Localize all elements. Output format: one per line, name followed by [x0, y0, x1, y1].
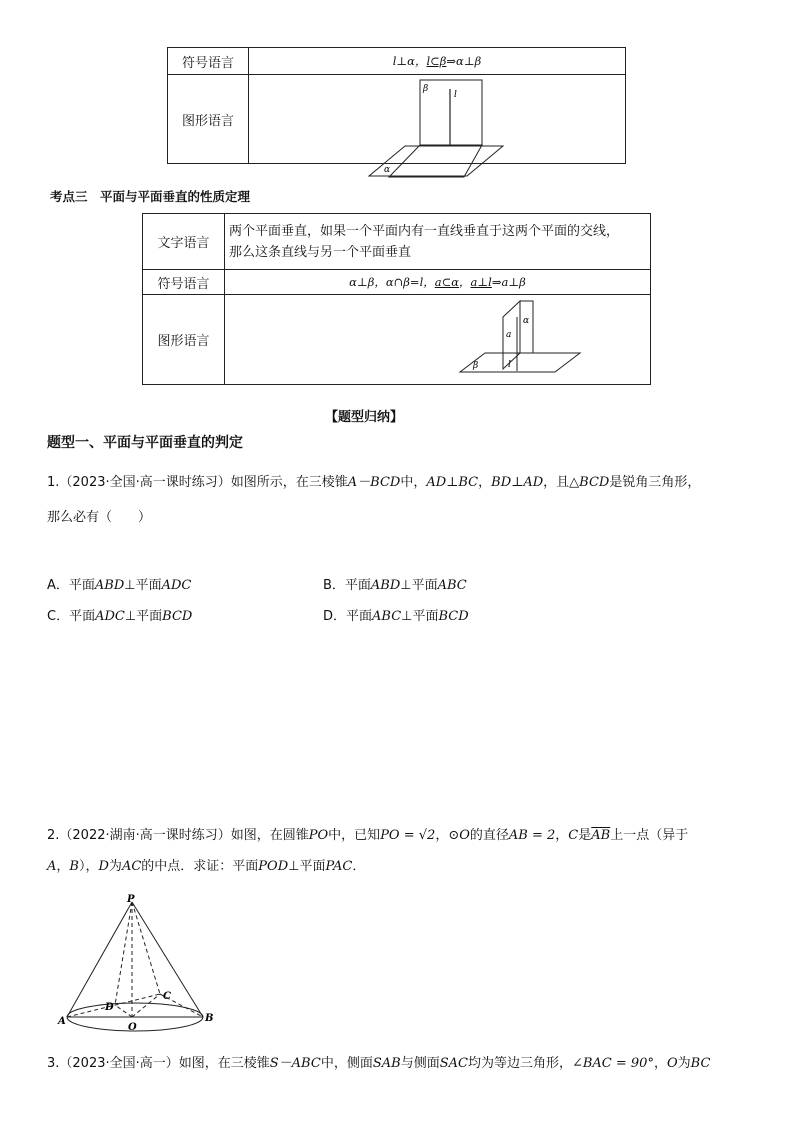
- cone-label-b: B: [205, 1013, 214, 1024]
- q2-line1: [47, 826, 688, 846]
- label-beta2: β: [473, 361, 479, 371]
- q3-m4: ∠BAC = 90°: [571, 1056, 654, 1071]
- q1-math-triangle: △BCD: [569, 475, 610, 490]
- q2-l2-b: B: [69, 859, 79, 874]
- t2-sym-part3: ，: [459, 275, 471, 289]
- cone-label-c: C: [163, 991, 171, 1002]
- t1-sym-part3: ⇒α⊥β: [446, 54, 482, 68]
- table-plane-perpendicular-criterion: [167, 47, 626, 175]
- section3-title: 考点三 平面与平面垂直的性质定理: [50, 189, 251, 204]
- q3-t4: ，: [653, 1056, 667, 1071]
- q1-math-tetra: A－BCD: [347, 475, 401, 490]
- q2-math-arc-ab: $\overline{AB}$: [591, 828, 611, 843]
- table1-row1-label: 符号语言: [168, 48, 249, 75]
- q2-t5: 是: [578, 828, 592, 843]
- q2-t3: 的直径: [469, 828, 509, 843]
- label-l2: l: [508, 360, 511, 370]
- q1-option-b[interactable]: [323, 576, 467, 596]
- q1-math-ad-bc: AD⊥BC: [426, 475, 479, 490]
- figure-plane-beta-perp-alpha: [249, 75, 625, 175]
- cone-label-p: P: [127, 894, 135, 905]
- q2-line2: [47, 857, 365, 877]
- q3-t2: 与侧面: [400, 1056, 440, 1071]
- q2-l2-t1: ，: [56, 859, 70, 874]
- q1-text1: 中，: [400, 475, 427, 490]
- table2-row3-figure-cell: [225, 295, 651, 385]
- q3-prefix: 3.（2023·全国·高一）如图，在三棱锥: [47, 1056, 270, 1071]
- q3-line1: [47, 1054, 710, 1074]
- q2-l2-pod: POD: [258, 859, 289, 874]
- q2-t2: ，: [435, 828, 449, 843]
- t2-sym-part1: α⊥β，α∩β=l，: [349, 275, 435, 289]
- t2-sym-part4: a⊥l: [470, 275, 492, 289]
- table1-row2-label: 图形语言: [168, 75, 249, 164]
- opt-d-plane1: ABC: [372, 609, 402, 624]
- type1-title: 题型一、平面与平面垂直的判定: [47, 435, 243, 451]
- opt-b-mid: ⊥平面: [400, 578, 438, 593]
- opt-c-prefix: C．平面: [47, 609, 96, 624]
- label-a: a: [506, 330, 512, 340]
- table2-text-line2: 那么这条直线与另一个平面垂直: [229, 244, 412, 260]
- table2-row1-label: 文字语言: [143, 214, 225, 270]
- q1-text4: 是锐角三角形，: [609, 475, 701, 490]
- q2-l2-t4: 的中点．求证：平面: [141, 859, 259, 874]
- q1-line2: 那么必有（ ）: [47, 510, 152, 525]
- q1-option-a[interactable]: [47, 576, 191, 596]
- q2-math-c: C: [568, 828, 579, 843]
- opt-b-plane1: ABD: [370, 578, 401, 593]
- table1-row2-figure-cell: [249, 75, 626, 175]
- q3-m2: SAB: [372, 1056, 401, 1071]
- opt-a-plane2: ADC: [161, 578, 192, 593]
- q2-l2-ac: AC: [121, 859, 142, 874]
- q1-prefix: 1.（2023·全国·高一课时练习）如图所示，在三棱锥: [47, 475, 348, 490]
- q2-l2-t3: 为: [108, 859, 122, 874]
- t1-sym-part2: l⊂β: [426, 54, 447, 68]
- q2-l2-t6: ．: [352, 859, 366, 874]
- q2-t6: 上一点（异于: [610, 828, 689, 843]
- opt-c-plane2: BCD: [162, 609, 193, 624]
- q2-l2-t5: ⊥平面: [288, 859, 326, 874]
- q2-t1: 中，已知: [328, 828, 381, 843]
- q3-t1: 中，侧面: [320, 1056, 373, 1071]
- q3-t5: 为: [677, 1056, 691, 1071]
- summary-title: 【题型归纳】: [325, 410, 404, 425]
- q3-m6: BC: [690, 1056, 711, 1071]
- q2-math-circle: ⊙O: [448, 828, 470, 843]
- table2-row3-label: 图形语言: [143, 295, 225, 385]
- opt-d-mid: ⊥平面: [401, 609, 439, 624]
- opt-c-mid: ⊥平面: [124, 609, 163, 624]
- table2-text-line1: 两个平面垂直，如果一个平面内有一直线垂直于这两个平面的交线，: [229, 223, 620, 239]
- figure-plane-alpha-perp-beta: [225, 295, 650, 384]
- q2-t4: ，: [555, 828, 569, 843]
- t2-sym-part2: a⊂α: [434, 275, 460, 289]
- label-alpha2: α: [523, 316, 530, 326]
- q2-math-po-eq: PO = √2: [380, 828, 436, 843]
- cone-label-d: D: [105, 1002, 114, 1013]
- opt-a-prefix: A．平面: [47, 578, 95, 593]
- table2-row2-label: 符号语言: [143, 270, 225, 295]
- opt-a-plane1: ABD: [94, 578, 125, 593]
- cone-label-a: A: [58, 1016, 66, 1027]
- q3-m3: SAC: [439, 1056, 468, 1071]
- opt-d-prefix: D．平面: [323, 609, 373, 624]
- q1-line1: [47, 473, 700, 493]
- q2-prefix: 2.（2022·湖南·高一课时练习）如图，在圆锥: [47, 828, 309, 843]
- table1-row1-symbolic: [249, 48, 626, 75]
- table2-row1-text: [225, 214, 651, 270]
- q3-m5: O: [666, 1056, 678, 1071]
- table2-row2-symbolic: [225, 270, 651, 295]
- q3-m1: S－ABC: [269, 1056, 321, 1071]
- q3-t3: 均为等边三角形，: [467, 1056, 572, 1071]
- cone-label-o: O: [128, 1022, 137, 1033]
- opt-b-prefix: B．平面: [323, 578, 371, 593]
- opt-c-plane1: ADC: [95, 609, 125, 624]
- table-plane-perpendicular-property: [142, 213, 651, 385]
- label-alpha: α: [384, 165, 391, 175]
- q2-l2-a: A: [47, 859, 57, 874]
- t1-sym-part1: l⊥α，: [392, 54, 427, 68]
- q2-math-po: PO: [308, 828, 329, 843]
- figure-cone: [55, 892, 225, 1037]
- label-l: l: [454, 90, 457, 100]
- q1-text2: ，: [478, 475, 492, 490]
- q2-l2-d: D: [98, 859, 109, 874]
- t2-sym-part5: ⇒a⊥β: [491, 275, 526, 289]
- q1-math-bd-ad: BD⊥AD: [491, 475, 544, 490]
- q1-option-c[interactable]: [47, 607, 192, 627]
- opt-b-plane2: ABC: [437, 578, 467, 593]
- label-beta: β: [423, 84, 429, 94]
- q1-text3: ，且: [543, 475, 570, 490]
- opt-d-plane2: BCD: [438, 609, 469, 624]
- opt-a-mid: ⊥平面: [124, 578, 162, 593]
- q2-l2-t2: ），: [78, 859, 99, 874]
- q1-option-d[interactable]: [323, 607, 469, 627]
- q2-math-ab: AB = 2: [508, 828, 556, 843]
- q2-l2-pac: PAC: [325, 859, 353, 874]
